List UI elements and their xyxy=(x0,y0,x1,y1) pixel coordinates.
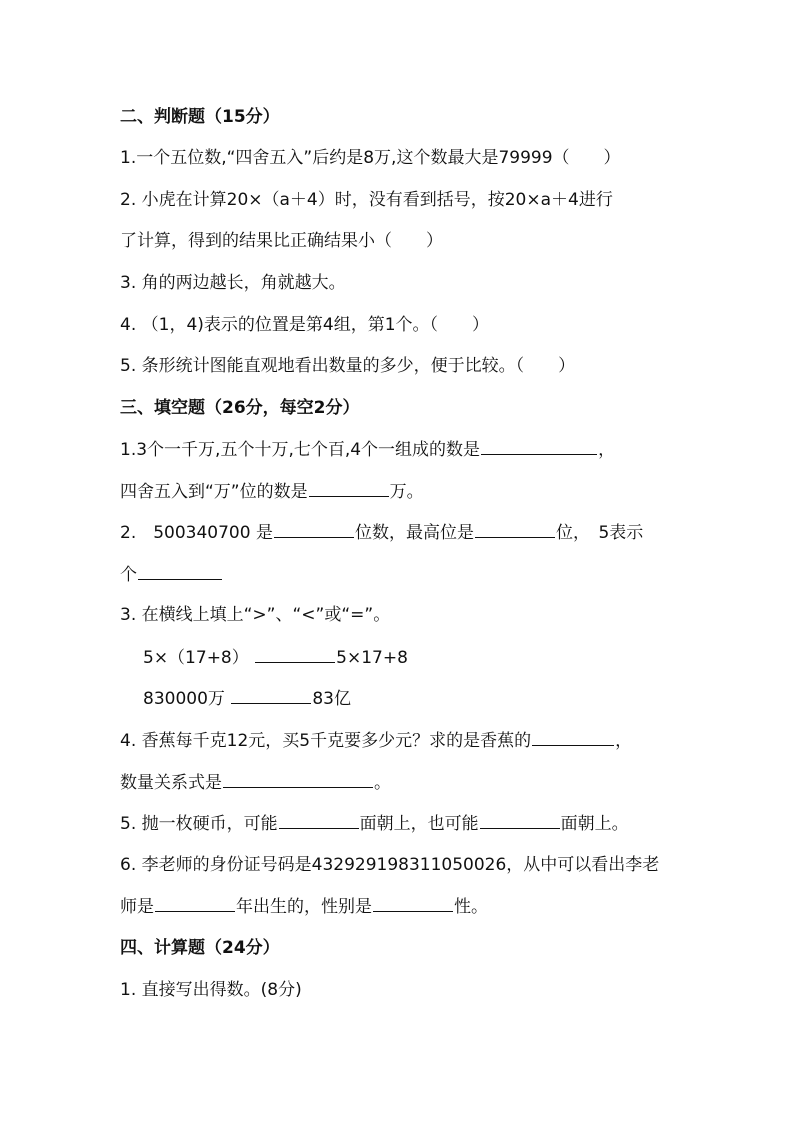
calc-question-1: 1. 直接写出得数。(8分) xyxy=(120,980,302,1000)
answer-blank[interactable] xyxy=(155,894,235,912)
fill-question-2-line-2 xyxy=(120,562,223,586)
compare-expression-1 xyxy=(143,645,408,669)
fill-question-6-line-2 xyxy=(120,894,488,918)
fill-question-1-line-1 xyxy=(120,437,615,461)
judge-question-3: 3. 角的两边越长，角就越大。 xyxy=(120,273,346,293)
compare-left: 5×（17+8） xyxy=(143,648,249,668)
punctuation: ， xyxy=(615,731,633,751)
compare-left: 830000万 xyxy=(143,689,225,709)
fill-question-1-text-2: 四舍五入到“万”位的数是 xyxy=(120,482,308,502)
fill-question-3: 3. 在横线上填上“>”、“<”或“=”。 xyxy=(120,605,391,625)
fill-question-4-line-1 xyxy=(120,728,632,752)
unit-text: 万。 xyxy=(389,482,424,502)
answer-blank[interactable] xyxy=(373,894,453,912)
section-2-heading: 二、判断题（15分） xyxy=(120,107,280,127)
fill-question-2-line-1 xyxy=(120,520,643,544)
fill-question-2-text: 2. 500340700 是 xyxy=(120,523,273,543)
compare-expression-2 xyxy=(143,686,351,710)
fill-question-2-text-4: 个 xyxy=(120,565,137,585)
fill-question-6-line-1: 6. 李老师的身份证号码是432929198311050026，从中可以看出李老 xyxy=(120,855,660,875)
answer-blank[interactable] xyxy=(532,728,614,746)
answer-blank[interactable] xyxy=(309,479,389,497)
fill-question-1-line-2 xyxy=(120,479,424,503)
fill-question-2-text-3: 位， 5表示 xyxy=(555,523,644,543)
answer-blank[interactable] xyxy=(138,562,222,580)
fill-question-6-text: 师是 xyxy=(120,897,154,917)
fill-question-5-text-2: 面朝上，也可能 xyxy=(359,814,479,834)
punctuation: 。 xyxy=(374,773,391,793)
answer-blank[interactable] xyxy=(480,811,560,829)
punctuation: ， xyxy=(598,440,616,460)
fill-question-4-line-2 xyxy=(120,770,391,794)
judge-question-5: 5. 条形统计图能直观地看出数量的多少，便于比较。（ ） xyxy=(120,356,576,376)
compare-right: 83亿 xyxy=(312,689,351,709)
fill-question-5 xyxy=(120,811,629,835)
answer-blank[interactable] xyxy=(279,811,359,829)
judge-question-2-line-2: 了计算，得到的结果比正确结果小（ ） xyxy=(120,231,443,251)
judge-question-1: 1.一个五位数,“四舍五入”后约是8万,这个数最大是79999（ ） xyxy=(120,148,621,168)
fill-question-4-text-2: 数量关系式是 xyxy=(120,773,222,793)
fill-question-6-text-3: 性。 xyxy=(454,897,488,917)
answer-blank[interactable] xyxy=(255,645,335,663)
fill-question-2-text-2: 位数，最高位是 xyxy=(354,523,474,543)
answer-blank[interactable] xyxy=(481,437,597,455)
fill-question-1-text: 1.3个一千万,五个十万,七个百,4个一组成的数是 xyxy=(120,440,481,460)
fill-question-5-text-3: 面朝上。 xyxy=(560,814,629,834)
compare-right: 5×17+8 xyxy=(336,648,408,668)
section-4-heading: 四、计算题（24分） xyxy=(120,938,280,958)
answer-blank[interactable] xyxy=(231,686,311,704)
fill-question-4-text: 4. 香蕉每千克12元，买5千克要多少元？求的是香蕉的 xyxy=(120,731,532,751)
answer-blank[interactable] xyxy=(223,770,373,788)
judge-question-4: 4. （1，4)表示的位置是第4组，第1个。（ ） xyxy=(120,315,490,335)
fill-question-5-text: 5. 抛一枚硬币，可能 xyxy=(120,814,278,834)
judge-question-2-line-1: 2. 小虎在计算20×（a＋4）时，没有看到括号，按20×a＋4进行 xyxy=(120,190,613,210)
section-3-heading: 三、填空题（26分，每空2分） xyxy=(120,398,360,418)
answer-blank[interactable] xyxy=(274,520,354,538)
answer-blank[interactable] xyxy=(475,520,555,538)
fill-question-6-text-2: 年出生的，性别是 xyxy=(236,897,372,917)
